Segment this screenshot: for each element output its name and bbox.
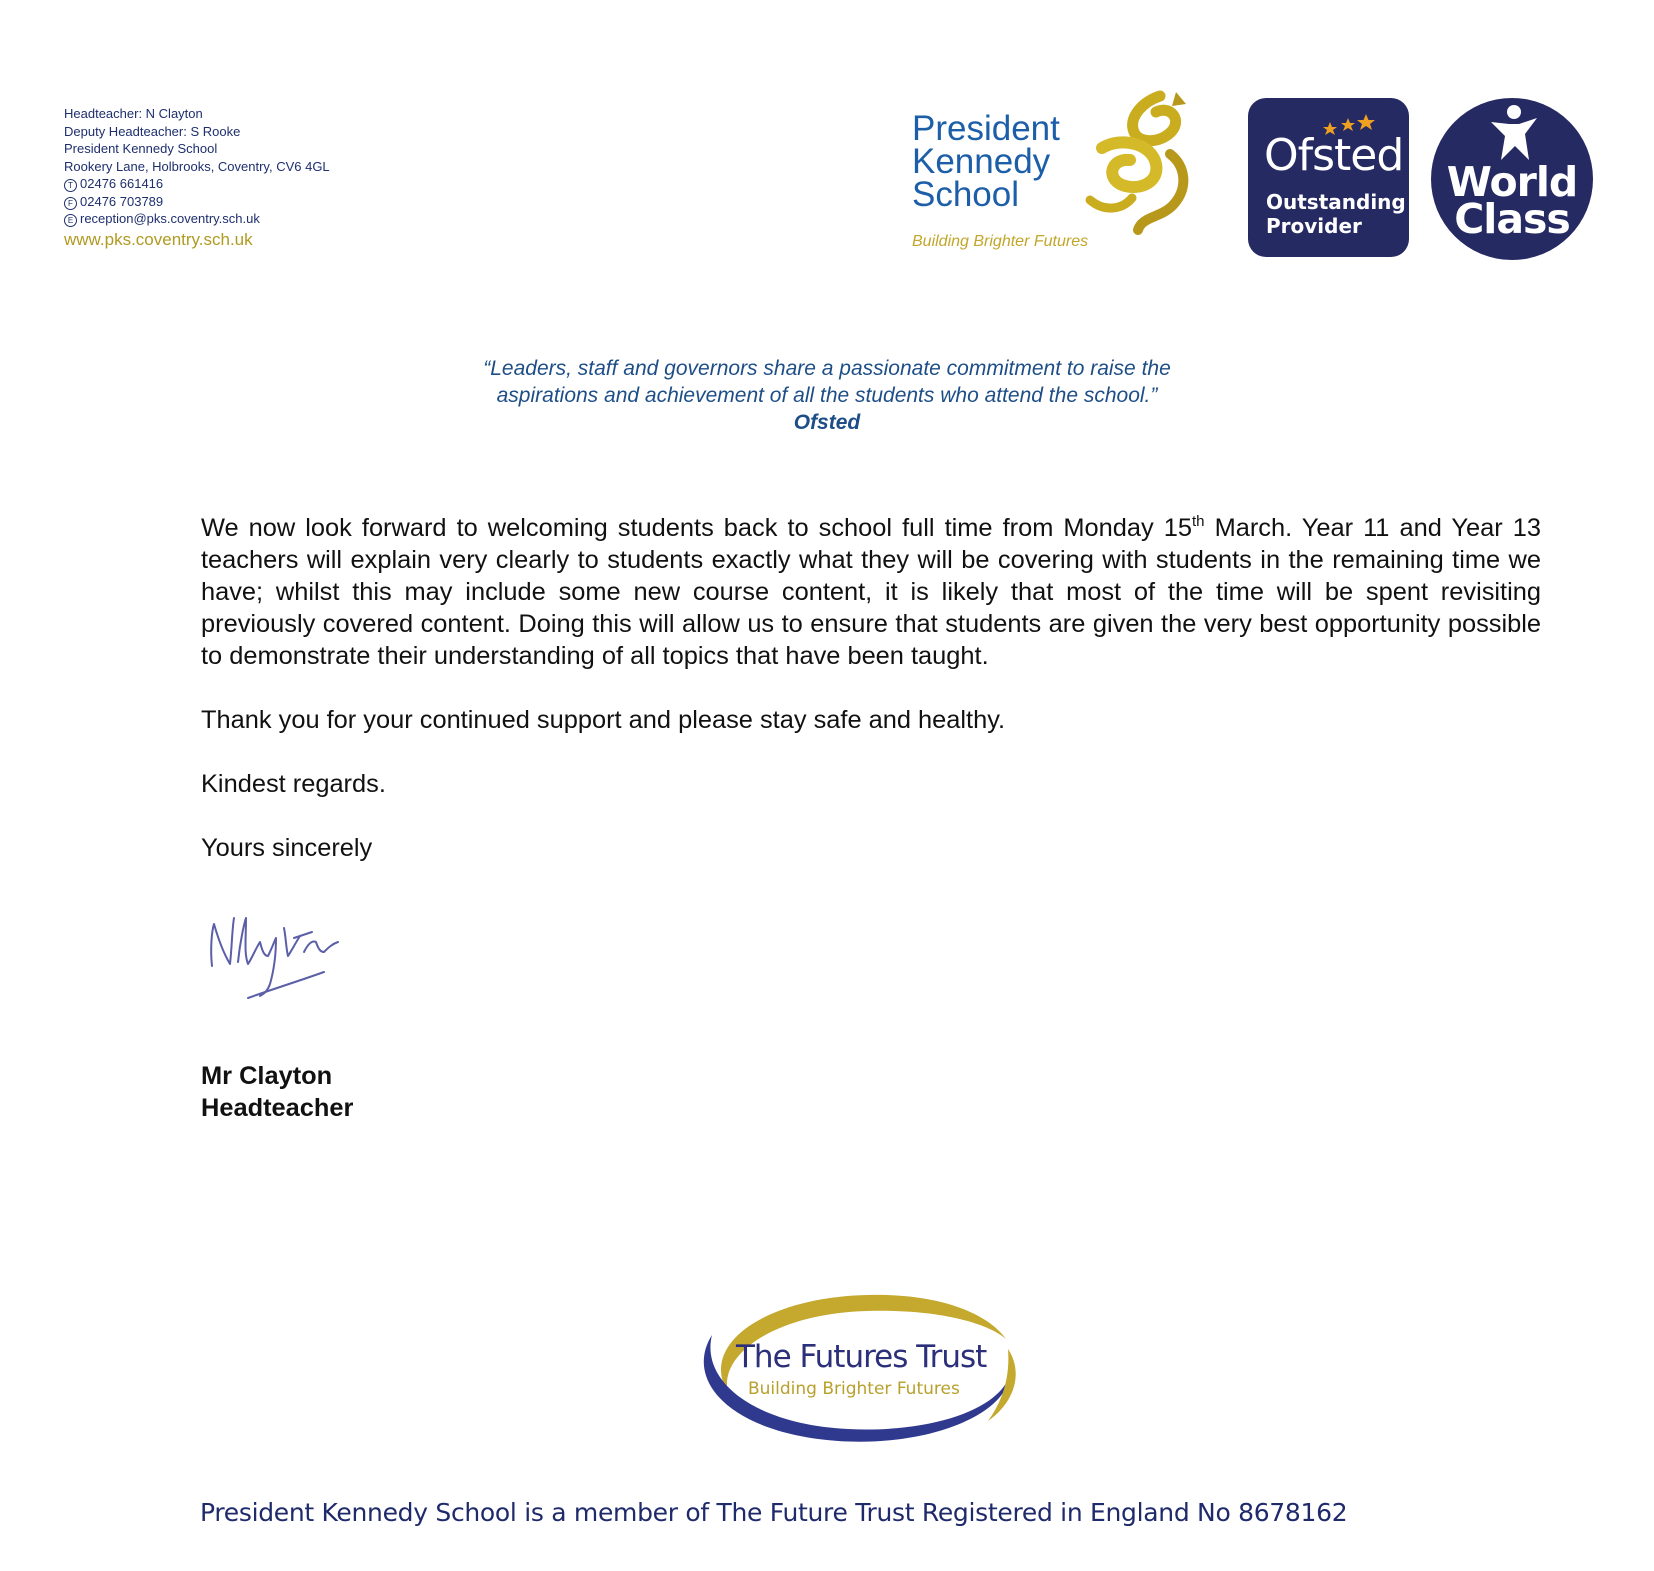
trust-logo-title: The Futures Trust: [736, 1339, 987, 1375]
futures-trust-logo: [688, 1283, 1028, 1453]
fax-number: 02476 703789: [80, 193, 164, 209]
ofsted-line-1: Outstanding: [1266, 190, 1406, 214]
ofsted-outstanding-badge: [1248, 98, 1409, 257]
phone-icon: T: [64, 179, 77, 192]
headteacher-line: Headteacher: N Clayton: [64, 106, 203, 121]
quote-source: Ofsted: [793, 411, 861, 434]
signer-role: Headteacher: [201, 1094, 354, 1122]
letter-paragraph-2: Thank you for your continued support and please stay safe and healthy.: [201, 706, 1006, 734]
contact-details: [64, 105, 330, 248]
letter-closing: Kindest regards.: [201, 770, 386, 798]
trust-logo-tagline: Building Brighter Futures: [748, 1379, 960, 1399]
school-line: President Kennedy School: [64, 141, 218, 156]
address-line: Rookery Lane, Holbrooks, Coventry, CV6 4GL: [64, 158, 330, 174]
quote-line-2: aspirations and achievement of all the students who attend the school.”: [496, 384, 1158, 407]
quote-line-1: “Leaders, staff and governors share a passionate commitment to raise the: [483, 357, 1171, 380]
phone-number: 02476 661416: [80, 176, 164, 191]
email-line: [64, 210, 330, 228]
letter-valediction: Yours sincerely: [201, 834, 373, 862]
ribbon-emblem-icon: [1082, 88, 1202, 243]
world-class-badge: [1431, 98, 1593, 260]
footer-registration: President Kennedy School is a member of The Future Trust Registered in England No 8678162: [200, 1498, 1348, 1527]
world-class-line-2: Class: [1454, 195, 1570, 243]
ofsted-line-2: Provider: [1266, 214, 1362, 238]
ofsted-wordmark: Ofsted: [1264, 130, 1404, 181]
handwritten-signature: [200, 898, 400, 1008]
email-icon: E: [64, 214, 77, 227]
letter-paragraph-1: We now look forward to welcoming students back to school full time from Monday 15th March. Year 11 and Year 13 teachers will explain very clearly to students exactly what they will be covering with students in the remaining time we have; whilst this may include some new course content, it is likely that most of the time will be spent revisiting previously covered content. Doing this will allow us to ensure that students are given the very best opportunity possible to demonstrate their understanding of all topics that have been taught.: [201, 513, 1541, 670]
fax-line: [64, 193, 330, 211]
person-star-icon: [1487, 104, 1539, 162]
letter-body: [201, 512, 1541, 864]
school-logo-name: President Kennedy School: [912, 109, 1060, 214]
website-link[interactable]: www.pks.coventry.sch.uk: [64, 229, 253, 249]
signoff-block: [201, 1060, 353, 1124]
fax-icon: F: [64, 197, 77, 210]
email-address[interactable]: reception@pks.coventry.sch.uk: [80, 211, 260, 226]
phone-line: [64, 175, 330, 193]
world-class-line-1: World: [1446, 158, 1578, 206]
signer-name: Mr Clayton: [201, 1062, 333, 1090]
ofsted-quote: [300, 355, 1354, 436]
school-logo: [912, 88, 1212, 258]
deputy-line: Deputy Headteacher: S Rooke: [64, 123, 241, 139]
school-logo-tagline: Building Brighter Futures: [912, 233, 1089, 250]
